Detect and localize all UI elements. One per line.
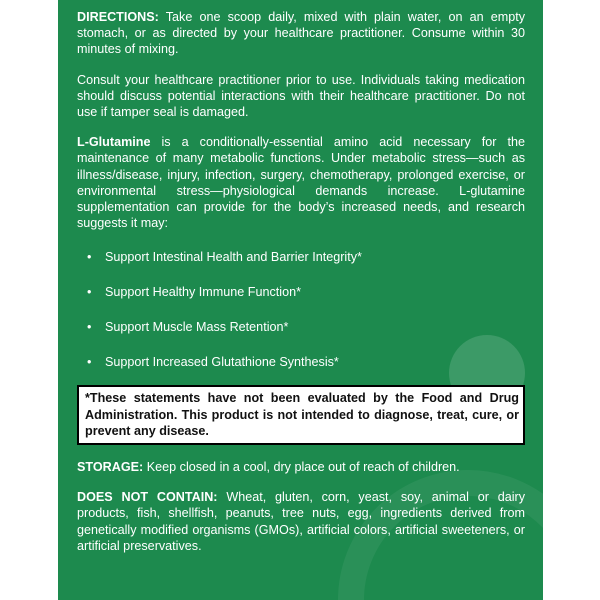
bullet-icon: •: [87, 285, 92, 300]
benefit-text: Support Healthy Immune Function*: [105, 285, 302, 300]
fda-disclaimer-box: *These statements have not been evaluated by the Food and Drug Administration. This product is not intended to diagnose, treat, cure, or prevent any disease.: [77, 385, 525, 445]
storage-heading: STORAGE:: [77, 460, 144, 475]
storage-text: Keep closed in a cool, dry place out of reach of children.: [143, 460, 460, 475]
does-not-contain-paragraph: [77, 489, 525, 554]
does-not-contain-text: Wheat, gluten, corn, yeast, soy, animal or dairy products, fish, shellfish, peanuts, tree nuts, egg, ingredients derived from genetically modified organisms (GMOs), artificial colors, artificial sweeteners, or artificial preservatives.: [77, 490, 525, 553]
directions-heading: DIRECTIONS:: [77, 10, 159, 24]
description-heading: L-Glutamine: [77, 135, 151, 150]
benefit-text: Support Muscle Mass Retention*: [105, 320, 289, 335]
directions-paragraph: [77, 9, 525, 58]
directions-text: Take one scoop daily, mixed with plain water, on an empty stomach, or as directed by your healthcare practitioner. Consume within 30 minutes of mixing.: [77, 10, 525, 57]
benefit-text: Support Increased Glutathione Synthesis*: [105, 355, 339, 370]
label-panel: [58, 0, 543, 600]
bullet-icon: •: [87, 355, 92, 370]
description-paragraph: [77, 134, 525, 231]
bullet-icon: •: [87, 320, 92, 335]
storage-paragraph: [77, 459, 525, 475]
caution-paragraph: Consult your healthcare practitioner prior to use. Individuals taking medication should discuss potential interactions with their healthcare practitioner. Do not use if tamper seal is damaged.: [77, 72, 525, 120]
benefit-item: [77, 354, 525, 370]
benefit-item: [77, 319, 525, 335]
benefit-text: Support Intestinal Health and Barrier Integrity*: [105, 250, 362, 265]
does-not-contain-heading: DOES NOT CONTAIN:: [77, 490, 218, 505]
benefits-list: [77, 249, 525, 370]
description-text: is a conditionally-essential amino acid necessary for the maintenance of many metabolic functions. Under metabolic stress—such as illness/disease, injury, infection, surgery, chemotherapy, prolonged exercise, or environmental stress—physiological demands increase. L-glutamine supplementation can provide for the body’s increased needs, and research suggests it may:: [77, 135, 525, 231]
bullet-icon: •: [87, 250, 92, 265]
benefit-item: [77, 284, 525, 300]
label-content: [77, 9, 525, 554]
benefit-item: [77, 249, 525, 265]
